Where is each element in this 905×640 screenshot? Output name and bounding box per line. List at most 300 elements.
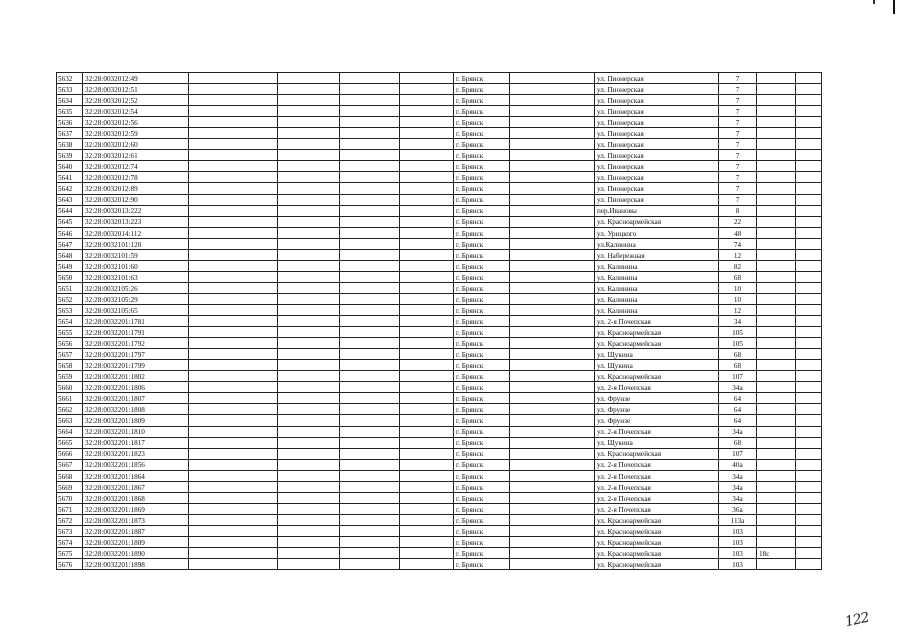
cadastral-number-cell: 32:28:0032013:222 <box>83 205 189 216</box>
empty-cell <box>400 316 454 327</box>
house-number-cell: 103 <box>719 559 757 570</box>
empty-cell <box>510 514 595 525</box>
extra-cell <box>757 525 796 536</box>
empty-cell <box>796 73 822 84</box>
empty-cell <box>340 205 400 216</box>
row-number-cell: 5675 <box>57 548 83 559</box>
street-cell: ул. Пионерская <box>595 128 719 139</box>
empty-cell <box>340 95 400 106</box>
row-number-cell: 5676 <box>57 559 83 570</box>
extra-cell <box>757 514 796 525</box>
city-cell: г. Брянск <box>454 282 510 293</box>
extra-cell <box>757 503 796 514</box>
cadastral-number-cell: 32:28:0032105:26 <box>83 282 189 293</box>
empty-cell <box>510 404 595 415</box>
empty-cell <box>796 448 822 459</box>
city-cell: г. Брянск <box>454 227 510 238</box>
extra-cell <box>757 360 796 371</box>
empty-cell <box>340 349 400 360</box>
city-cell: г. Брянск <box>454 559 510 570</box>
empty-cell <box>510 448 595 459</box>
house-number-cell: 10 <box>719 282 757 293</box>
empty-cell <box>189 437 278 448</box>
table-row <box>57 404 822 415</box>
empty-cell <box>796 415 822 426</box>
empty-cell <box>796 559 822 570</box>
empty-cell <box>278 260 340 271</box>
empty-cell <box>400 536 454 547</box>
city-cell: г. Брянск <box>454 194 510 205</box>
city-cell: г. Брянск <box>454 238 510 249</box>
street-cell: ул. Пионерская <box>595 150 719 161</box>
cadastral-register-table <box>56 72 822 570</box>
empty-cell <box>340 161 400 172</box>
extra-cell <box>757 349 796 360</box>
cadastral-number-cell: 32:28:0032201:1792 <box>83 338 189 349</box>
empty-cell <box>510 161 595 172</box>
city-cell: г. Брянск <box>454 404 510 415</box>
cadastral-number-cell: 32:28:0032201:1873 <box>83 514 189 525</box>
empty-cell <box>400 293 454 304</box>
empty-cell <box>189 304 278 315</box>
extra-cell <box>757 161 796 172</box>
row-number-cell: 5670 <box>57 492 83 503</box>
city-cell: г. Брянск <box>454 139 510 150</box>
empty-cell <box>340 393 400 404</box>
cadastral-number-cell: 32:28:0032201:1791 <box>83 327 189 338</box>
empty-cell <box>510 525 595 536</box>
register-body <box>57 73 822 570</box>
empty-cell <box>278 548 340 559</box>
table-row <box>57 205 822 216</box>
cadastral-number-cell: 32:28:0032201:1869 <box>83 503 189 514</box>
empty-cell <box>189 293 278 304</box>
city-cell: г. Брянск <box>454 459 510 470</box>
empty-cell <box>189 382 278 393</box>
empty-cell <box>510 106 595 117</box>
street-cell: ул. Калинина <box>595 293 719 304</box>
table-row <box>57 360 822 371</box>
empty-cell <box>510 95 595 106</box>
empty-cell <box>400 393 454 404</box>
house-number-cell: 34а <box>719 481 757 492</box>
empty-cell <box>796 481 822 492</box>
empty-cell <box>796 293 822 304</box>
empty-cell <box>189 338 278 349</box>
empty-cell <box>400 481 454 492</box>
empty-cell <box>510 559 595 570</box>
empty-cell <box>189 459 278 470</box>
empty-cell <box>400 426 454 437</box>
row-number-cell: 5637 <box>57 128 83 139</box>
empty-cell <box>796 271 822 282</box>
street-cell: ул. Пионерская <box>595 106 719 117</box>
house-number-cell: 105 <box>719 327 757 338</box>
extra-cell <box>757 95 796 106</box>
empty-cell <box>278 249 340 260</box>
house-number-cell: 34а <box>719 426 757 437</box>
house-number-cell: 68 <box>719 437 757 448</box>
empty-cell <box>400 470 454 481</box>
table-row <box>57 73 822 84</box>
empty-cell <box>340 117 400 128</box>
extra-cell <box>757 415 796 426</box>
row-number-cell: 5633 <box>57 84 83 95</box>
table-row <box>57 470 822 481</box>
empty-cell <box>340 139 400 150</box>
row-number-cell: 5673 <box>57 525 83 536</box>
street-cell: ул. Пионерская <box>595 95 719 106</box>
extra-cell <box>757 106 796 117</box>
empty-cell <box>278 536 340 547</box>
row-number-cell: 5635 <box>57 106 83 117</box>
cadastral-number-cell: 32:28:0032201:1868 <box>83 492 189 503</box>
extra-cell <box>757 282 796 293</box>
row-number-cell: 5658 <box>57 360 83 371</box>
empty-cell <box>400 106 454 117</box>
empty-cell <box>510 415 595 426</box>
house-number-cell: 12 <box>719 304 757 315</box>
row-number-cell: 5669 <box>57 481 83 492</box>
row-number-cell: 5668 <box>57 470 83 481</box>
city-cell: г. Брянск <box>454 492 510 503</box>
empty-cell <box>796 172 822 183</box>
street-cell: ул. Пионерская <box>595 117 719 128</box>
cadastral-number-cell: 32:28:0032012:52 <box>83 95 189 106</box>
street-cell: ул. Пионерская <box>595 194 719 205</box>
table-row <box>57 481 822 492</box>
table-row <box>57 106 822 117</box>
cadastral-number-cell: 32:28:0032201:1887 <box>83 525 189 536</box>
street-cell: ул. Красноармейская <box>595 559 719 570</box>
empty-cell <box>796 139 822 150</box>
street-cell: ул. Калинина <box>595 304 719 315</box>
empty-cell <box>796 382 822 393</box>
empty-cell <box>278 470 340 481</box>
city-cell: г. Брянск <box>454 304 510 315</box>
handwritten-page-number: 122 <box>843 609 871 631</box>
cadastral-number-cell: 32:28:0032012:90 <box>83 194 189 205</box>
house-number-cell: 7 <box>719 139 757 150</box>
city-cell: г. Брянск <box>454 360 510 371</box>
house-number-cell: 107 <box>719 448 757 459</box>
table-row <box>57 194 822 205</box>
house-number-cell: 68 <box>719 360 757 371</box>
row-number-cell: 5638 <box>57 139 83 150</box>
cadastral-number-cell: 32:28:0032012:49 <box>83 73 189 84</box>
city-cell: г. Брянск <box>454 548 510 559</box>
empty-cell <box>340 514 400 525</box>
empty-cell <box>189 448 278 459</box>
empty-cell <box>278 382 340 393</box>
row-number-cell: 5671 <box>57 503 83 514</box>
extra-cell <box>757 249 796 260</box>
empty-cell <box>400 349 454 360</box>
empty-cell <box>796 117 822 128</box>
empty-cell <box>278 327 340 338</box>
table-row <box>57 293 822 304</box>
empty-cell <box>340 260 400 271</box>
street-cell: ул. 2-я Почепская <box>595 492 719 503</box>
empty-cell <box>189 194 278 205</box>
street-cell: ул. Пионерская <box>595 183 719 194</box>
empty-cell <box>340 249 400 260</box>
empty-cell <box>400 128 454 139</box>
street-cell: ул. Красноармейская <box>595 536 719 547</box>
extra-cell: 18с <box>757 548 796 559</box>
street-cell: ул.Калинина <box>595 238 719 249</box>
empty-cell <box>189 84 278 95</box>
street-cell: ул. 2-я Почепская <box>595 470 719 481</box>
empty-cell <box>510 327 595 338</box>
extra-cell <box>757 371 796 382</box>
city-cell: г. Брянск <box>454 172 510 183</box>
city-cell: г. Брянск <box>454 106 510 117</box>
empty-cell <box>189 327 278 338</box>
empty-cell <box>189 349 278 360</box>
empty-cell <box>340 525 400 536</box>
cadastral-number-cell: 32:28:0032201:1807 <box>83 393 189 404</box>
extra-cell <box>757 536 796 547</box>
street-cell: ул. Пионерская <box>595 139 719 150</box>
empty-cell <box>400 139 454 150</box>
street-cell: ул. Калинина <box>595 282 719 293</box>
empty-cell <box>340 304 400 315</box>
cadastral-number-cell: 32:28:0032101:60 <box>83 260 189 271</box>
row-number-cell: 5644 <box>57 205 83 216</box>
cadastral-number-cell: 32:28:0032101:120 <box>83 238 189 249</box>
extra-cell <box>757 73 796 84</box>
row-number-cell: 5639 <box>57 150 83 161</box>
street-cell: ул. 2-я Почепская <box>595 382 719 393</box>
house-number-cell: 7 <box>719 172 757 183</box>
empty-cell <box>340 227 400 238</box>
empty-cell <box>510 150 595 161</box>
row-number-cell: 5640 <box>57 161 83 172</box>
cadastral-number-cell: 32:28:0032201:1898 <box>83 559 189 570</box>
empty-cell <box>510 293 595 304</box>
table-row <box>57 227 822 238</box>
table-row <box>57 260 822 271</box>
empty-cell <box>510 393 595 404</box>
empty-cell <box>796 304 822 315</box>
cadastral-number-cell: 32:28:0032105:29 <box>83 293 189 304</box>
empty-cell <box>189 536 278 547</box>
empty-cell <box>340 536 400 547</box>
cadastral-number-cell: 32:28:0032201:1889 <box>83 536 189 547</box>
empty-cell <box>400 172 454 183</box>
street-cell: ул. 2-я Почепская <box>595 459 719 470</box>
street-cell: ул. Щукина <box>595 349 719 360</box>
empty-cell <box>510 84 595 95</box>
table-row <box>57 238 822 249</box>
empty-cell <box>189 470 278 481</box>
house-number-cell: 64 <box>719 415 757 426</box>
cadastral-number-cell: 32:28:0032201:1890 <box>83 548 189 559</box>
table-row <box>57 548 822 559</box>
empty-cell <box>400 205 454 216</box>
city-cell: г. Брянск <box>454 271 510 282</box>
empty-cell <box>189 426 278 437</box>
empty-cell <box>400 360 454 371</box>
table-row <box>57 327 822 338</box>
row-number-cell: 5662 <box>57 404 83 415</box>
empty-cell <box>796 95 822 106</box>
street-cell: ул. Урицкого <box>595 227 719 238</box>
table-row <box>57 249 822 260</box>
empty-cell <box>510 117 595 128</box>
table-row <box>57 415 822 426</box>
empty-cell <box>796 536 822 547</box>
cadastral-number-cell: 32:28:0032201:1856 <box>83 459 189 470</box>
empty-cell <box>189 172 278 183</box>
cadastral-number-cell: 32:28:0032101:63 <box>83 271 189 282</box>
empty-cell <box>400 304 454 315</box>
empty-cell <box>400 95 454 106</box>
empty-cell <box>189 559 278 570</box>
empty-cell <box>510 183 595 194</box>
empty-cell <box>796 84 822 95</box>
empty-cell <box>189 282 278 293</box>
empty-cell <box>278 437 340 448</box>
empty-cell <box>340 128 400 139</box>
city-cell: г. Брянск <box>454 393 510 404</box>
row-number-cell: 5666 <box>57 448 83 459</box>
empty-cell <box>189 260 278 271</box>
street-cell: ул. Красноармейская <box>595 548 719 559</box>
empty-cell <box>510 316 595 327</box>
empty-cell <box>400 415 454 426</box>
cadastral-number-cell: 32:28:0032201:1781 <box>83 316 189 327</box>
extra-cell <box>757 404 796 415</box>
house-number-cell: 107 <box>719 371 757 382</box>
empty-cell <box>796 106 822 117</box>
empty-cell <box>796 205 822 216</box>
empty-cell <box>510 194 595 205</box>
table-row <box>57 128 822 139</box>
row-number-cell: 5657 <box>57 349 83 360</box>
row-number-cell: 5643 <box>57 194 83 205</box>
street-cell: ул. Красноармейская <box>595 327 719 338</box>
empty-cell <box>340 84 400 95</box>
house-number-cell: 8 <box>719 205 757 216</box>
empty-cell <box>510 437 595 448</box>
street-cell: ул. Пионерская <box>595 172 719 183</box>
extra-cell <box>757 481 796 492</box>
row-number-cell: 5641 <box>57 172 83 183</box>
empty-cell <box>340 404 400 415</box>
city-cell: г. Брянск <box>454 161 510 172</box>
extra-cell <box>757 216 796 227</box>
city-cell: г. Брянск <box>454 249 510 260</box>
extra-cell <box>757 426 796 437</box>
extra-cell <box>757 271 796 282</box>
table-row <box>57 95 822 106</box>
cadastral-number-cell: 32:28:0032201:1806 <box>83 382 189 393</box>
empty-cell <box>189 95 278 106</box>
city-cell: г. Брянск <box>454 426 510 437</box>
empty-cell <box>340 415 400 426</box>
scan-margin-mark <box>893 0 895 14</box>
empty-cell <box>278 84 340 95</box>
empty-cell <box>340 316 400 327</box>
row-number-cell: 5651 <box>57 282 83 293</box>
empty-cell <box>796 183 822 194</box>
empty-cell <box>796 316 822 327</box>
cadastral-number-cell: 32:28:0032012:89 <box>83 183 189 194</box>
empty-cell <box>278 360 340 371</box>
street-cell: ул. Красноармейская <box>595 216 719 227</box>
empty-cell <box>400 183 454 194</box>
house-number-cell: 34а <box>719 492 757 503</box>
house-number-cell: 22 <box>719 216 757 227</box>
empty-cell <box>796 349 822 360</box>
empty-cell <box>340 382 400 393</box>
cadastral-number-cell: 32:28:0032201:1864 <box>83 470 189 481</box>
city-cell: г. Брянск <box>454 338 510 349</box>
house-number-cell: 7 <box>719 194 757 205</box>
table-row <box>57 426 822 437</box>
empty-cell <box>340 271 400 282</box>
table-row <box>57 172 822 183</box>
extra-cell <box>757 338 796 349</box>
empty-cell <box>278 338 340 349</box>
table-row <box>57 161 822 172</box>
extra-cell <box>757 448 796 459</box>
empty-cell <box>796 238 822 249</box>
empty-cell <box>278 481 340 492</box>
cadastral-number-cell: 32:28:0032201:1867 <box>83 481 189 492</box>
empty-cell <box>278 194 340 205</box>
table-row <box>57 349 822 360</box>
empty-cell <box>510 481 595 492</box>
table-row <box>57 393 822 404</box>
empty-cell <box>400 282 454 293</box>
empty-cell <box>278 227 340 238</box>
house-number-cell: 34 <box>719 316 757 327</box>
table-row <box>57 84 822 95</box>
row-number-cell: 5661 <box>57 393 83 404</box>
extra-cell <box>757 150 796 161</box>
table-row <box>57 117 822 128</box>
empty-cell <box>189 139 278 150</box>
table-row <box>57 437 822 448</box>
row-number-cell: 5636 <box>57 117 83 128</box>
house-number-cell: 7 <box>719 95 757 106</box>
empty-cell <box>400 117 454 128</box>
empty-cell <box>340 194 400 205</box>
empty-cell <box>278 304 340 315</box>
city-cell: г. Брянск <box>454 216 510 227</box>
city-cell: г. Брянск <box>454 73 510 84</box>
empty-cell <box>400 492 454 503</box>
extra-cell <box>757 183 796 194</box>
empty-cell <box>189 117 278 128</box>
empty-cell <box>796 150 822 161</box>
street-cell: ул. Фрунзе <box>595 415 719 426</box>
empty-cell <box>796 503 822 514</box>
extra-cell <box>757 470 796 481</box>
empty-cell <box>400 448 454 459</box>
empty-cell <box>510 492 595 503</box>
empty-cell <box>278 271 340 282</box>
extra-cell <box>757 437 796 448</box>
empty-cell <box>796 249 822 260</box>
empty-cell <box>278 459 340 470</box>
street-cell: ул. Красноармейская <box>595 514 719 525</box>
empty-cell <box>278 117 340 128</box>
empty-cell <box>400 73 454 84</box>
